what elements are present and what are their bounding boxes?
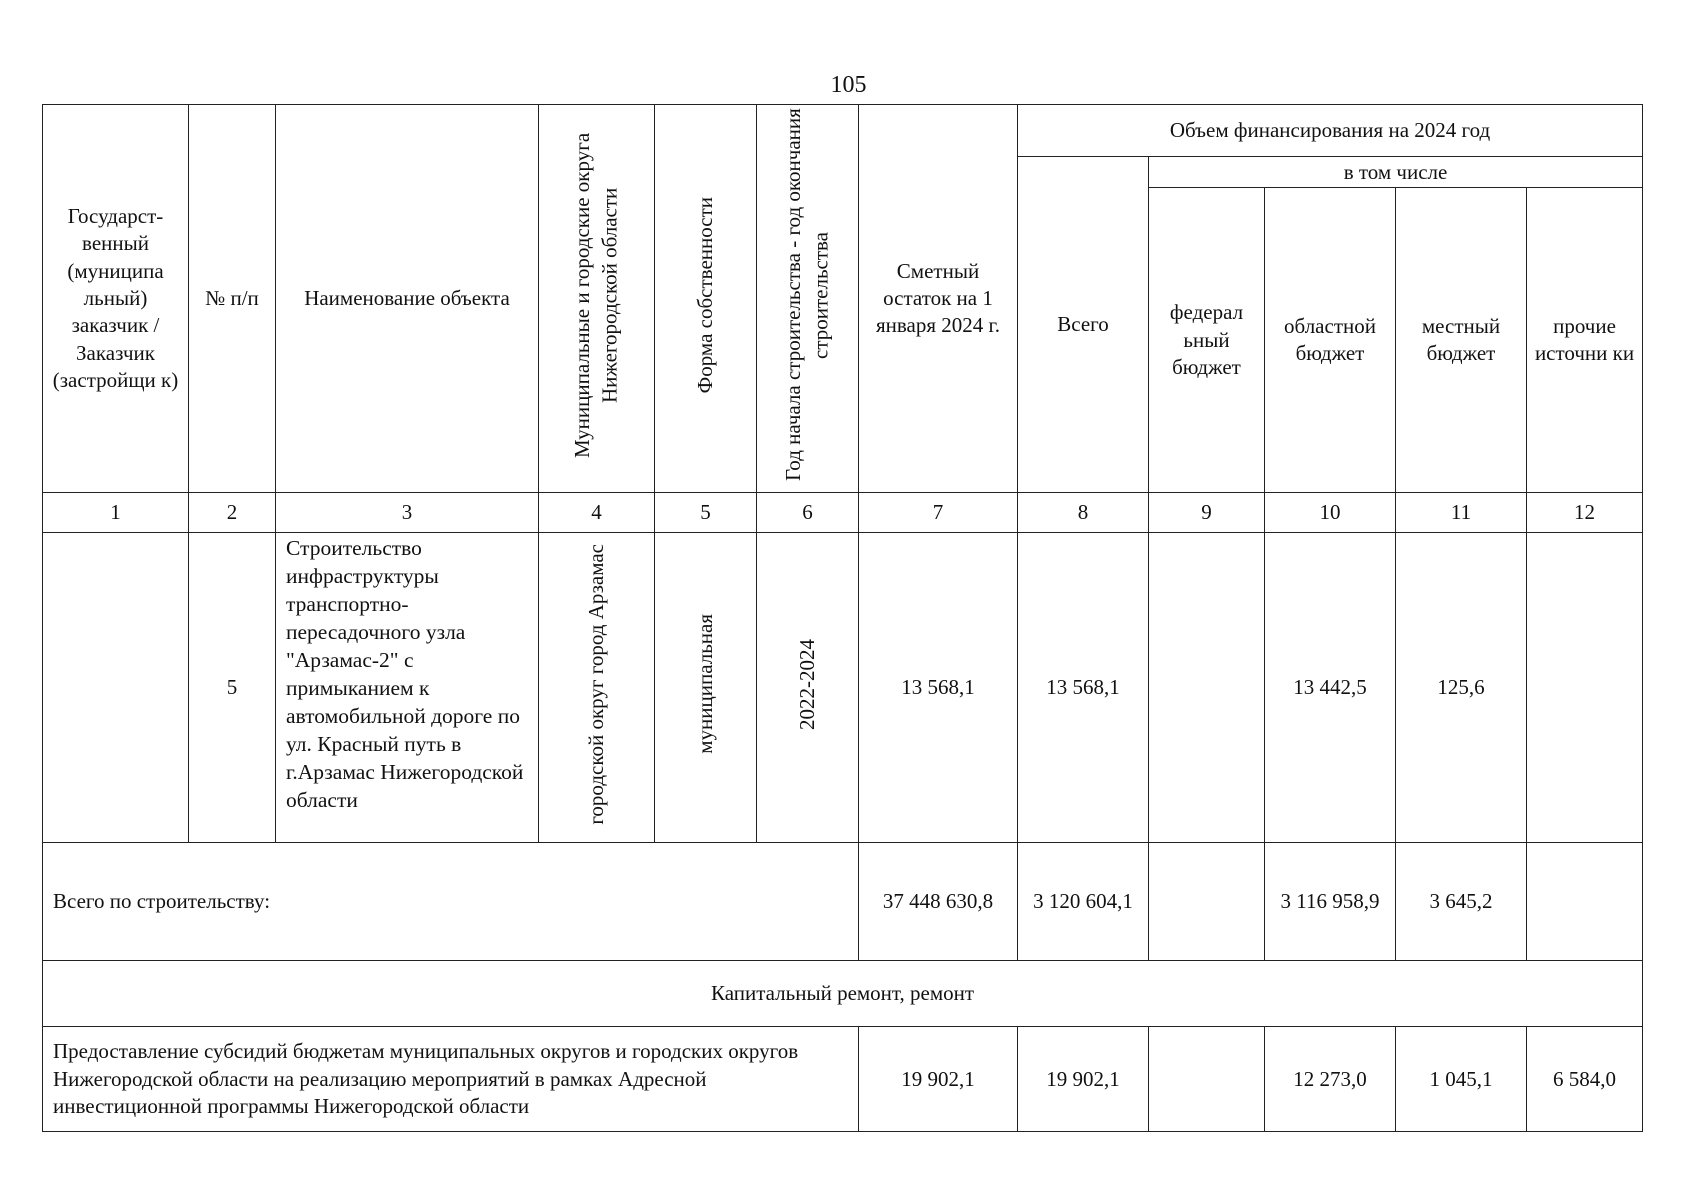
- header-customer: Государст-венный (муниципа льный) заказчик / Заказчик (застройщи к): [43, 105, 189, 493]
- construction-total-label: Всего по строительству:: [43, 843, 859, 961]
- row-other: [1527, 533, 1643, 843]
- section-title: Капитальный ремонт, ремонт: [43, 961, 1643, 1027]
- col-number: 2: [189, 493, 276, 533]
- subsidy-label: Предоставление субсидий бюджетам муниципальных округов и городских округов Нижегородской области на реализацию мероприятий в рамках Адресной инвестиционной программы Нижегородской области: [43, 1027, 859, 1132]
- col-number: 5: [655, 493, 757, 533]
- col-number: 1: [43, 493, 189, 533]
- header-including: в том числе: [1149, 157, 1643, 188]
- col-number: 12: [1527, 493, 1643, 533]
- construction-total-total: 3 120 604,1: [1018, 843, 1149, 961]
- subsidy-total: 19 902,1: [1018, 1027, 1149, 1132]
- header-ownership-cell: [655, 105, 757, 493]
- row-ownership: муниципальная: [692, 614, 717, 755]
- header-districts: Муниципальные и городские округа Нижегородской области: [570, 132, 622, 458]
- header-ownership: Форма собственности: [692, 196, 717, 394]
- construction-total-federal: [1149, 843, 1265, 961]
- row-regional: 13 442,5: [1265, 533, 1396, 843]
- header-years-cell: [757, 105, 859, 493]
- col-number: 7: [859, 493, 1018, 533]
- page-number: 105: [830, 72, 867, 98]
- header-total: Всего: [1018, 157, 1149, 493]
- construction-total-regional: 3 116 958,9: [1265, 843, 1396, 961]
- col-number: 8: [1018, 493, 1149, 533]
- row-years-cell: [757, 533, 859, 843]
- table-row: [43, 533, 1643, 843]
- row-years: 2022-2024: [794, 638, 819, 730]
- header-estimate: Сметный остаток на 1 января 2024 г.: [859, 105, 1018, 493]
- row-estimate: 13 568,1: [859, 533, 1018, 843]
- col-number: 6: [757, 493, 859, 533]
- header-funding-title: Объем финансирования на 2024 год: [1018, 105, 1643, 157]
- header-object-name: Наименование объекта: [276, 105, 539, 493]
- subsidy-other: 6 584,0: [1527, 1027, 1643, 1132]
- col-number: 9: [1149, 493, 1265, 533]
- row-customer: [43, 533, 189, 843]
- header-years: Год начала строительства - год окончания строительства: [781, 108, 833, 482]
- header-local: местный бюджет: [1396, 188, 1527, 493]
- column-numbers-row: [43, 493, 1643, 533]
- section-title-row: [43, 961, 1643, 1027]
- subsidy-row: [43, 1027, 1643, 1132]
- construction-total-other: [1527, 843, 1643, 961]
- header-regional: областной бюджет: [1265, 188, 1396, 493]
- row-object-name: Строительство инфраструктуры транспортно-пересадочного узла "Арзамас-2" с примыканием к автомобильной дороге по ул. Красный путь в г.Арзамас Нижегородской области: [276, 533, 539, 843]
- col-number: 10: [1265, 493, 1396, 533]
- subsidy-federal: [1149, 1027, 1265, 1132]
- header-num: № п/п: [189, 105, 276, 493]
- col-number: 4: [539, 493, 655, 533]
- row-local: 125,6: [1396, 533, 1527, 843]
- subsidy-regional: 12 273,0: [1265, 1027, 1396, 1132]
- header-districts-cell: [539, 105, 655, 493]
- row-total: 13 568,1: [1018, 533, 1149, 843]
- col-number: 11: [1396, 493, 1527, 533]
- construction-total-local: 3 645,2: [1396, 843, 1527, 961]
- row-district: городской округ город Арзамас: [583, 543, 608, 825]
- col-number: 3: [276, 493, 539, 533]
- subsidy-local: 1 045,1: [1396, 1027, 1527, 1132]
- header-other: прочие источни ки: [1527, 188, 1643, 493]
- row-district-cell: [539, 533, 655, 843]
- financing-table: [42, 104, 1643, 1132]
- row-num: 5: [189, 533, 276, 843]
- row-ownership-cell: [655, 533, 757, 843]
- construction-total-estimate: 37 448 630,8: [859, 843, 1018, 961]
- row-federal: [1149, 533, 1265, 843]
- header-federal: федерал ьный бюджет: [1149, 188, 1265, 493]
- construction-total-row: [43, 843, 1643, 961]
- subsidy-estimate: 19 902,1: [859, 1027, 1018, 1132]
